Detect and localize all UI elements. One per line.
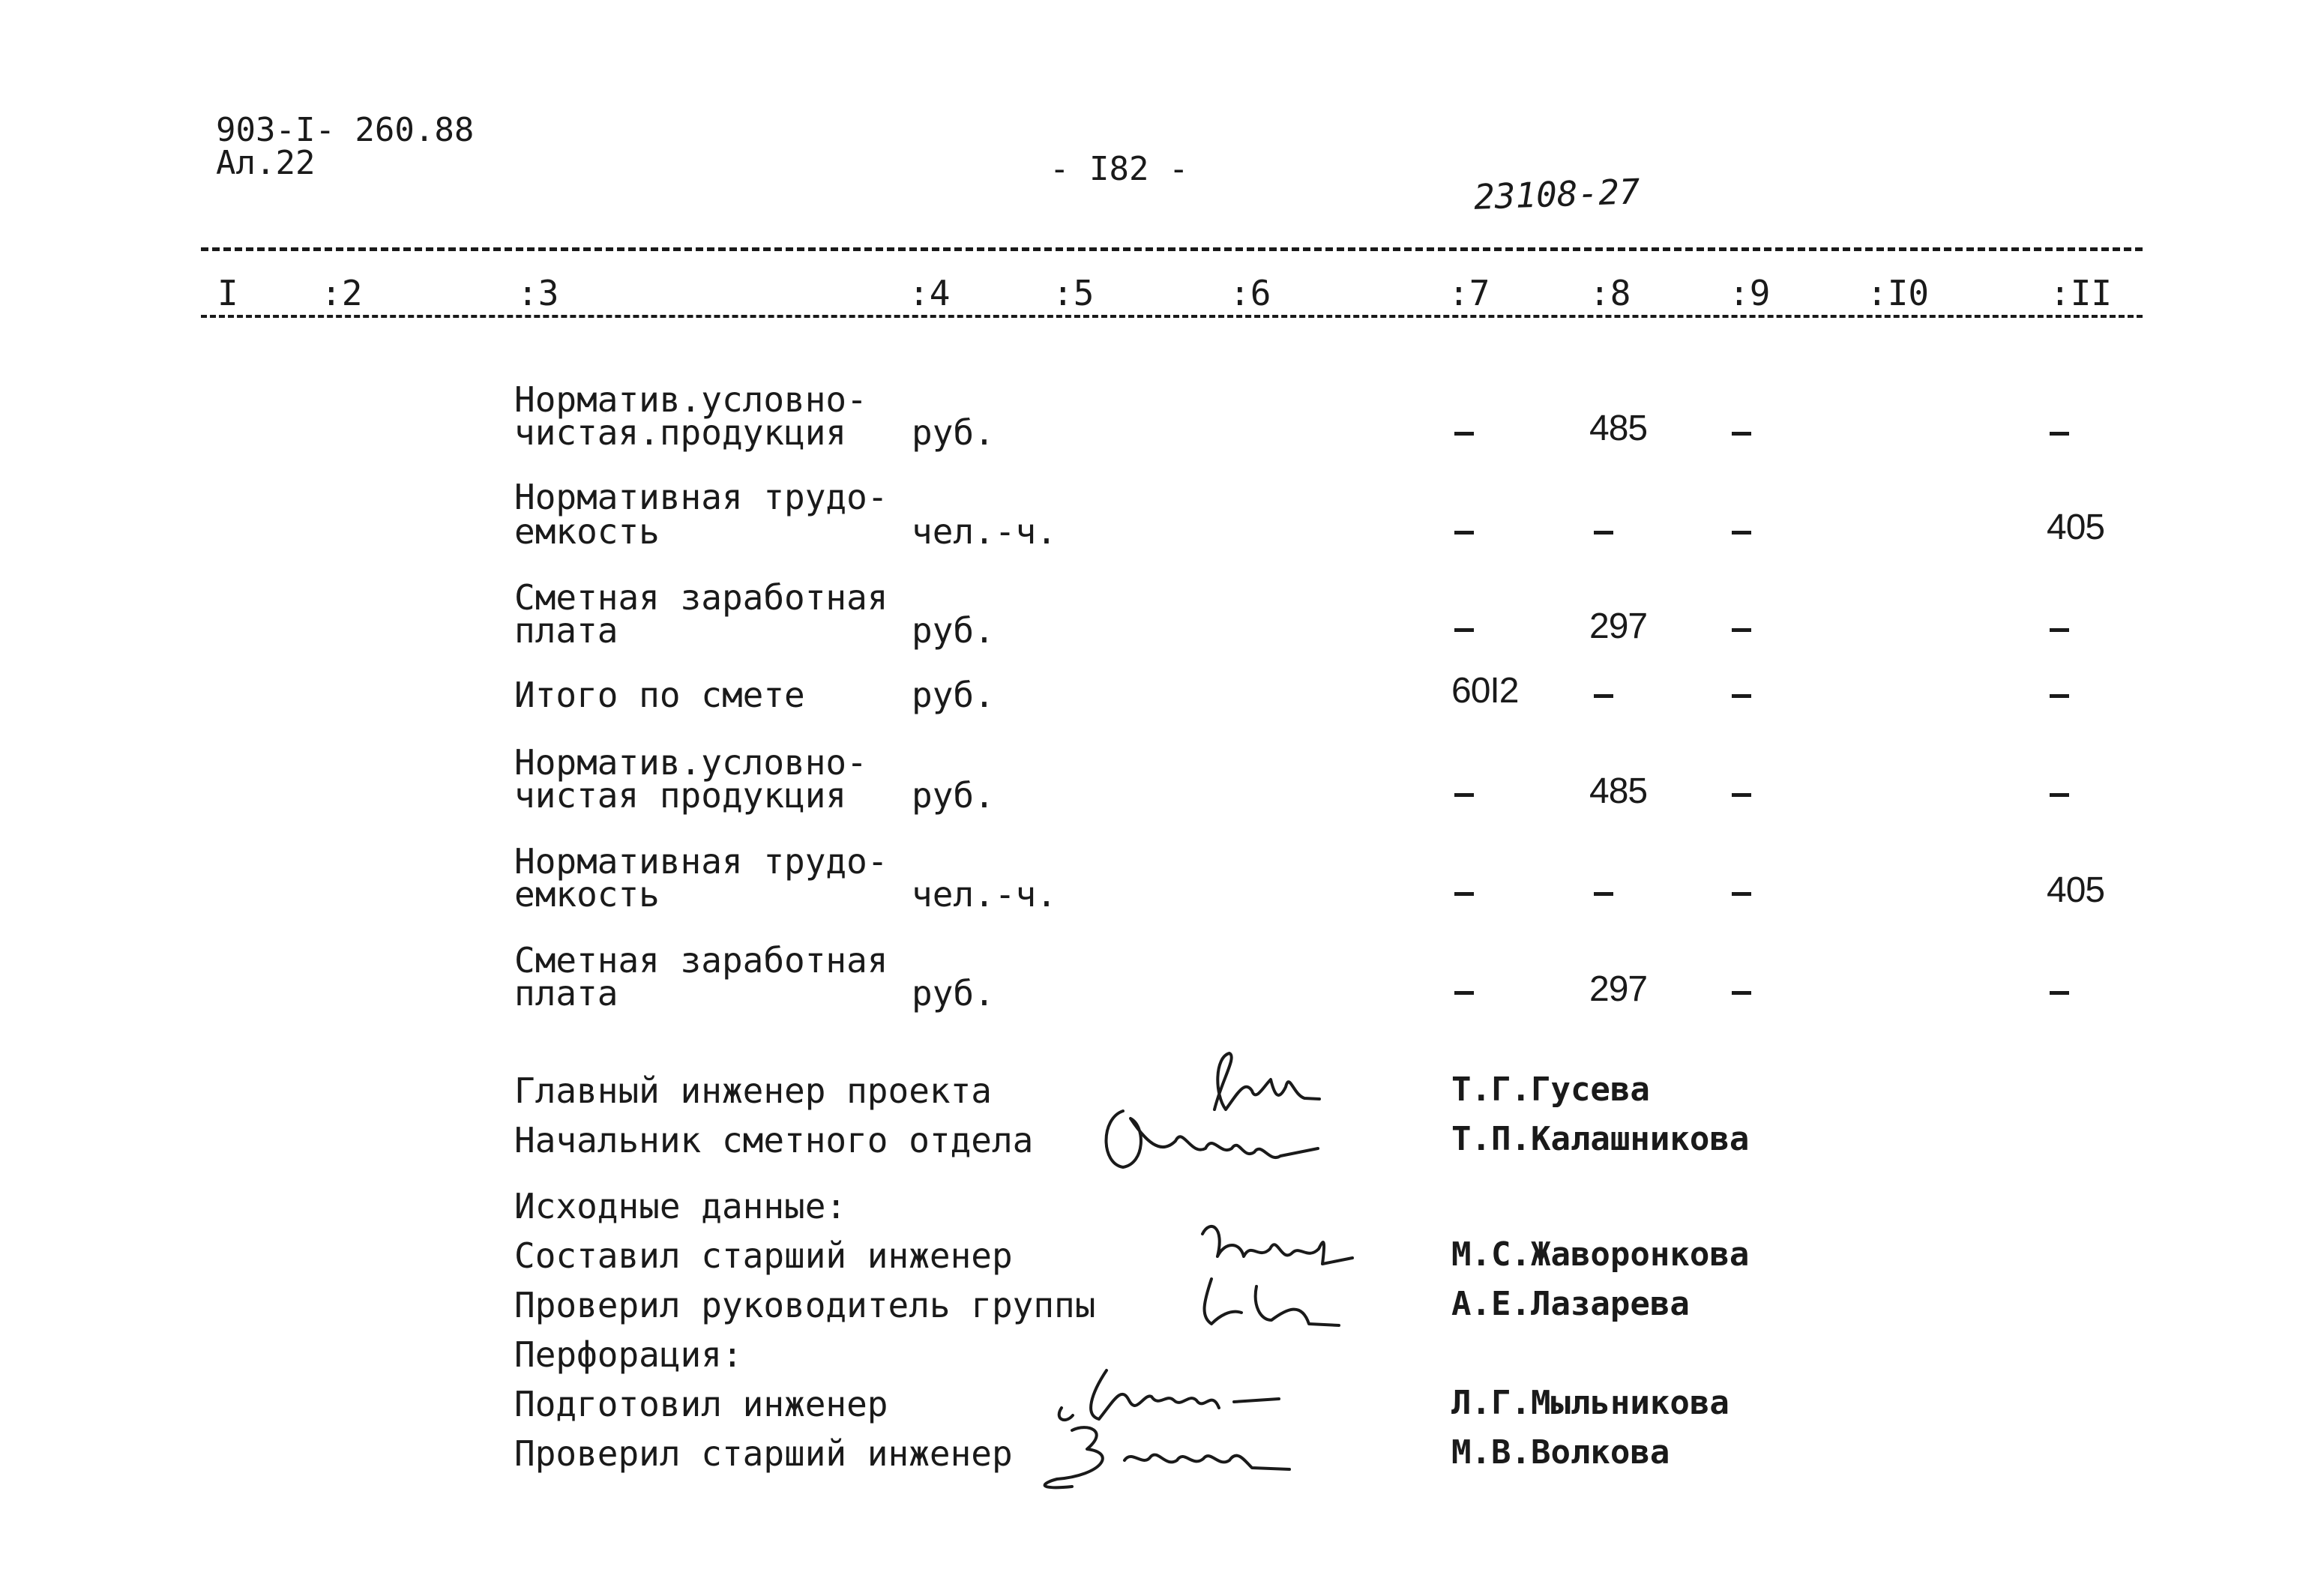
signature-lazareva-handwriting [1189, 1271, 1354, 1339]
col9-dash [1732, 793, 1751, 797]
page-number: - I82 - [1050, 150, 1189, 188]
signer-name: Л.Г.Мыльникова [1451, 1384, 1729, 1422]
row-name-line1: Сметная заработная [514, 940, 888, 981]
column-header-9: :9 [1729, 273, 1771, 313]
document-code: 903-I- 260.88 [216, 111, 475, 149]
row-name-line1: Норматив.условно- [514, 379, 867, 420]
col9-dash [1732, 531, 1751, 534]
column-header-7: :7 [1448, 273, 1490, 313]
row-unit: руб. [912, 675, 995, 715]
signer-role: Составил старший инженер [514, 1235, 1013, 1276]
row-unit: руб. [912, 775, 995, 816]
col7-dash [1454, 531, 1474, 534]
col11-dash [2050, 432, 2069, 436]
col9-dash [1732, 694, 1751, 698]
column-header-6: :6 [1229, 273, 1271, 313]
signer-name: Т.Г.Гусева [1451, 1070, 1650, 1109]
col7-dash [1454, 991, 1474, 995]
signer-role: Проверил руководитель группы [514, 1285, 1096, 1325]
column-header-3: :3 [517, 273, 559, 313]
album-number: Ал.22 [216, 144, 316, 182]
col7-dash [1454, 793, 1474, 797]
section-label: Исходные данные: [514, 1186, 847, 1226]
col11-value: 405 [2047, 508, 2105, 547]
col8-value: 297 [1589, 606, 1648, 646]
col9-dash [1732, 628, 1751, 632]
signer-name: Т.П.Калашникова [1451, 1120, 1750, 1158]
row-name-line2: емкость [514, 511, 660, 552]
row-name-line1: Нормативная трудо- [514, 841, 888, 882]
col8-value: 485 [1589, 771, 1648, 811]
col7-dash [1454, 892, 1474, 896]
signer-role: Подготовил инженер [514, 1384, 888, 1424]
col8-dash [1594, 892, 1613, 896]
row-name-line2: чистая продукция [514, 775, 847, 816]
signer-role: Начальник сметного отдела [514, 1120, 1034, 1160]
col9-dash [1732, 892, 1751, 896]
signer-name: М.С.Жаворонкова [1451, 1235, 1750, 1274]
col11-dash [2050, 694, 2069, 698]
section-label: Перфорация: [514, 1334, 743, 1375]
signature-volkova-handwriting [1027, 1415, 1312, 1498]
row-name-line1: Сметная заработная [514, 577, 888, 618]
row-name-line1: Норматив.условно- [514, 742, 867, 783]
row-name-line2: плата [514, 973, 618, 1014]
col11-dash [2050, 991, 2069, 995]
col9-dash [1732, 432, 1751, 436]
header-underline [201, 315, 2143, 318]
col7-dash [1454, 432, 1474, 436]
row-unit: руб. [912, 610, 995, 651]
signature-kalashnikova-handwriting [1093, 1096, 1348, 1186]
row-unit: чел.-ч. [912, 874, 1057, 915]
column-header-2: :2 [321, 273, 363, 313]
row-name-line2: чистая.продукция [514, 412, 847, 453]
signer-role: Главный инженер проекта [514, 1070, 992, 1111]
row-unit: руб. [912, 973, 995, 1014]
col11-dash [2050, 793, 2069, 797]
row-name-line2: плата [514, 610, 618, 651]
stamp-number: 23108-27 [1473, 171, 1641, 217]
column-header-10: :I0 [1867, 273, 1930, 313]
col8-value: 297 [1589, 969, 1648, 1009]
column-header-1: I [217, 273, 238, 313]
column-header-8: :8 [1589, 273, 1631, 313]
col7-dash [1454, 628, 1474, 632]
row-name-line1: Итого по смете [514, 675, 805, 715]
signer-name: А.Е.Лазарева [1451, 1285, 1690, 1323]
col8-dash [1594, 694, 1613, 698]
col7-value: 60I2 [1451, 671, 1519, 711]
top-dashed-rule [201, 247, 2143, 251]
row-unit: руб. [912, 412, 995, 453]
row-unit: чел.-ч. [912, 511, 1057, 552]
col11-dash [2050, 628, 2069, 632]
col8-value: 485 [1589, 409, 1648, 448]
column-header-4: :4 [909, 273, 951, 313]
row-name-line1: Нормативная трудо- [514, 477, 888, 517]
col8-dash [1594, 531, 1613, 534]
column-header-5: :5 [1053, 273, 1095, 313]
row-name-line2: емкость [514, 874, 660, 915]
col11-value: 405 [2047, 870, 2105, 910]
column-header-11: :II [2050, 273, 2113, 313]
signer-role: Проверил старший инженер [514, 1433, 1013, 1474]
signer-name: М.В.Волкова [1451, 1433, 1670, 1472]
col9-dash [1732, 991, 1751, 995]
